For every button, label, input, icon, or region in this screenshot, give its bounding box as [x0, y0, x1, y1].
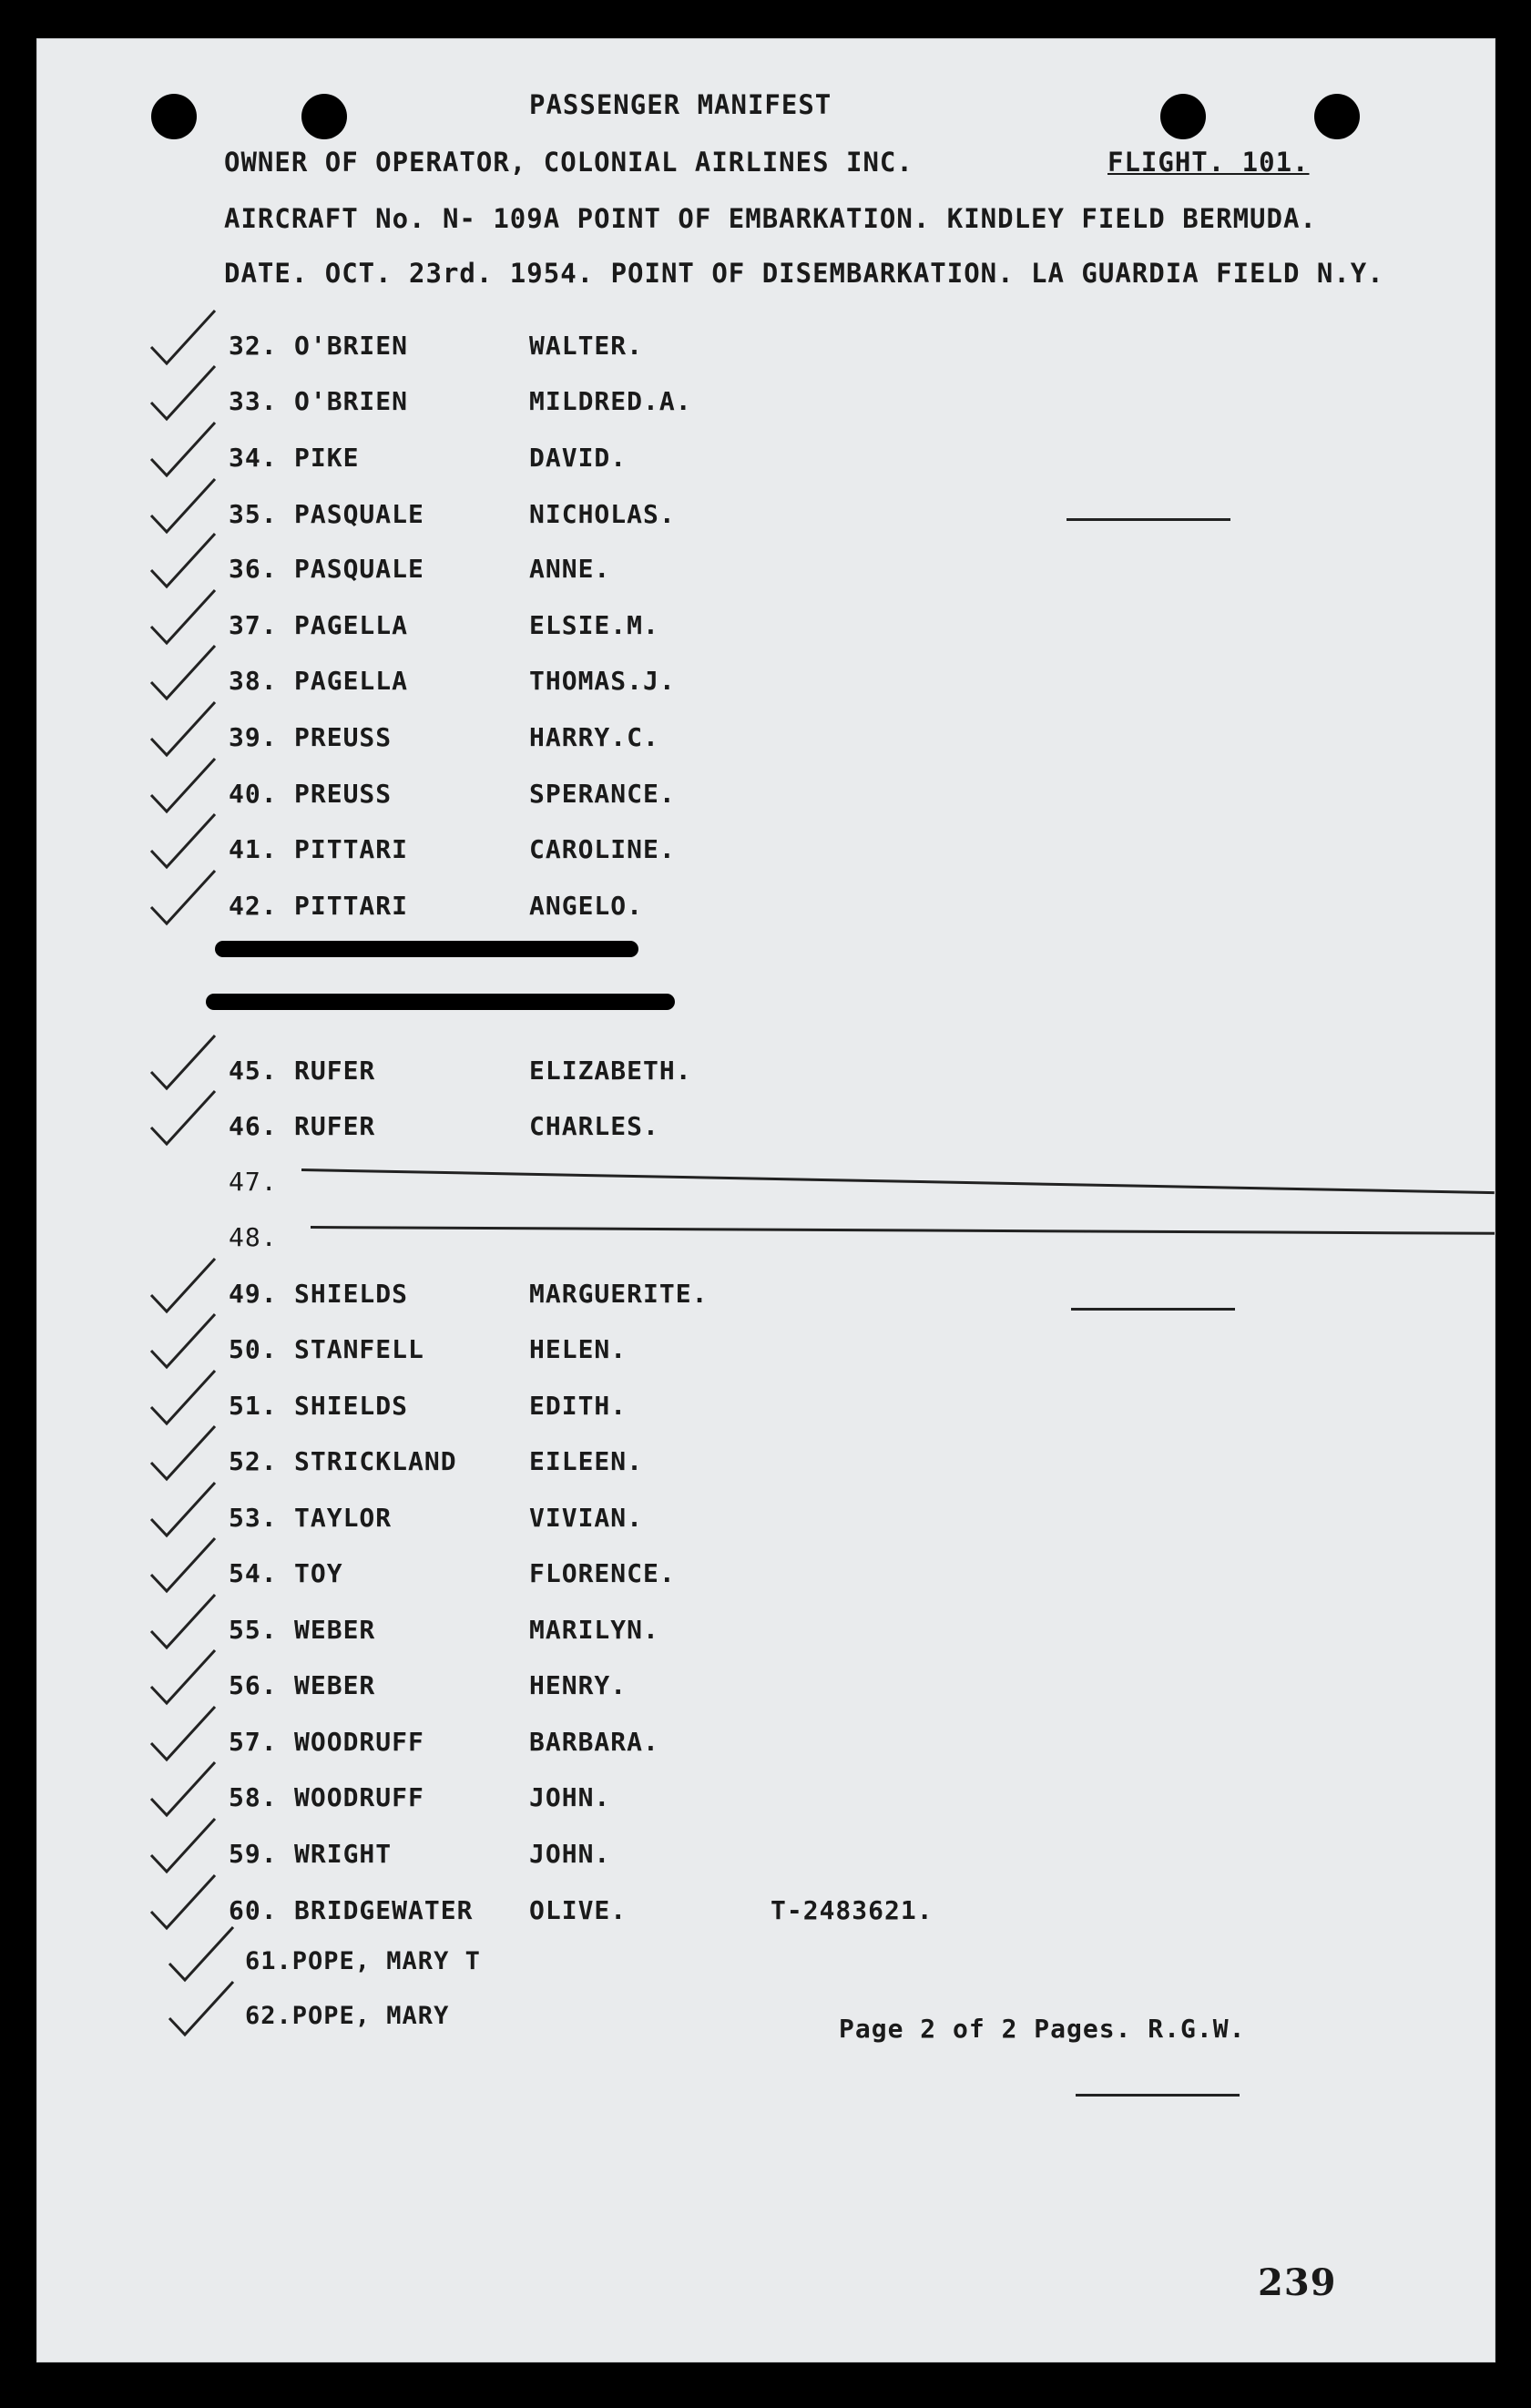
passenger-number: 40. [229, 779, 278, 809]
passenger-row [37, 891, 1495, 944]
passenger-number: 47. [229, 1167, 278, 1197]
passenger-last-name: PAGELLA [294, 666, 409, 696]
passenger-number: 59. [229, 1839, 278, 1869]
passenger-row [37, 1895, 1495, 1948]
check-mark-icon [147, 1811, 219, 1875]
passenger-last-name: PREUSS [294, 722, 393, 752]
passenger-last-name: RUFER [294, 1111, 376, 1141]
passenger-last-name: SHIELDS [294, 1391, 409, 1421]
passenger-number: 55. [229, 1615, 278, 1645]
passenger-last-name: WEBER [294, 1615, 376, 1645]
passenger-last-name: O'BRIEN [294, 331, 409, 361]
passenger-first-name: JOHN. [529, 1839, 611, 1869]
passenger-first-name: CHARLES. [529, 1111, 659, 1141]
passenger-number: 38. [229, 666, 278, 696]
dash-mark [1071, 1308, 1235, 1311]
check-mark-icon [147, 1755, 219, 1819]
passenger-first-name: FLORENCE. [529, 1558, 676, 1588]
passenger-number: 33. [229, 386, 278, 416]
passenger-last-name: O'BRIEN [294, 386, 409, 416]
check-mark-icon [147, 1587, 219, 1651]
passenger-first-name: VIVIAN. [529, 1503, 644, 1533]
passenger-row [37, 1056, 1495, 1108]
check-mark-icon [147, 1363, 219, 1427]
owner-line: OWNER OF OPERATOR, COLONIAL AIRLINES INC. [224, 147, 913, 178]
passenger-first-name: MARILYN. [529, 1615, 659, 1645]
passenger-number: 53. [229, 1503, 278, 1533]
passenger-number: 36. [229, 554, 278, 584]
check-mark-icon [147, 303, 219, 367]
passenger-row [37, 1558, 1495, 1611]
punch-hole [1160, 94, 1206, 139]
passenger-last-name: WOODRUFF [294, 1782, 424, 1812]
passenger-last-name: BRIDGEWATER [294, 1895, 474, 1925]
check-mark-icon [147, 1475, 219, 1539]
passenger-row [37, 1391, 1495, 1444]
punch-hole [301, 94, 347, 139]
passenger-row [37, 1839, 1495, 1892]
passenger-row [37, 1334, 1495, 1387]
handwritten-entry: 61.POPE, MARY T [245, 1947, 481, 1975]
passenger-last-name: PAGELLA [294, 610, 409, 640]
manifest-title: PASSENGER MANIFEST [529, 89, 832, 120]
manifest-sheet [36, 38, 1495, 2362]
passenger-row [37, 1111, 1495, 1164]
passenger-first-name: SPERANCE. [529, 779, 676, 809]
passenger-row [37, 554, 1495, 607]
redaction-bar [206, 994, 675, 1010]
passenger-last-name: STANFELL [294, 1334, 424, 1364]
check-mark-icon [147, 1531, 219, 1595]
passenger-last-name: SHIELDS [294, 1279, 409, 1309]
passenger-first-name: BARBARA. [529, 1727, 659, 1757]
passenger-first-name: OLIVE. [529, 1895, 628, 1925]
passenger-first-name: MILDRED.A. [529, 386, 692, 416]
page-footer: Page 2 of 2 Pages. R.G.W. [839, 2014, 1246, 2044]
check-mark-icon [147, 526, 219, 590]
passenger-row [37, 499, 1495, 552]
passenger-row [37, 834, 1495, 887]
passenger-number: 48. [229, 1222, 278, 1252]
check-mark-icon [147, 863, 219, 927]
passenger-row [37, 443, 1495, 495]
passenger-last-name: TOY [294, 1558, 343, 1588]
passenger-row [37, 1670, 1495, 1723]
passenger-last-name: PITTARI [294, 834, 409, 864]
check-mark-icon [147, 1307, 219, 1371]
passenger-first-name: MARGUERITE. [529, 1279, 709, 1309]
check-mark-icon [147, 638, 219, 702]
ticket-number: T-2483621. [771, 1895, 934, 1925]
handwritten-entry: 62.POPE, MARY [245, 2002, 450, 2030]
passenger-number: 49. [229, 1279, 278, 1309]
passenger-last-name: PIKE [294, 443, 360, 473]
passenger-first-name: HENRY. [529, 1670, 628, 1700]
passenger-last-name: WEBER [294, 1670, 376, 1700]
check-mark-icon [147, 1251, 219, 1315]
check-mark-icon [147, 359, 219, 423]
passenger-number: 58. [229, 1782, 278, 1812]
passenger-first-name: EILEEN. [529, 1446, 644, 1476]
passenger-last-name: WOODRUFF [294, 1727, 424, 1757]
check-mark-icon [147, 415, 219, 479]
passenger-row [37, 1279, 1495, 1332]
passenger-number: 32. [229, 331, 278, 361]
passenger-number: 46. [229, 1111, 278, 1141]
passenger-number: 41. [229, 834, 278, 864]
check-mark-icon [147, 695, 219, 759]
passenger-row [37, 666, 1495, 719]
passenger-row [37, 1782, 1495, 1835]
passenger-first-name: ANNE. [529, 554, 611, 584]
passenger-first-name: THOMAS.J. [529, 666, 676, 696]
flight-number: FLIGHT. 101. [1107, 147, 1310, 178]
passenger-row [37, 1167, 1495, 1219]
passenger-last-name: WRIGHT [294, 1839, 393, 1869]
passenger-first-name: HELEN. [529, 1334, 628, 1364]
check-mark-icon [147, 1643, 219, 1707]
check-mark-icon [147, 751, 219, 815]
passenger-number: 54. [229, 1558, 278, 1588]
check-mark-icon [147, 807, 219, 871]
passenger-number: 34. [229, 443, 278, 473]
passenger-first-name: CAROLINE. [529, 834, 676, 864]
passenger-first-name: ANGELO. [529, 891, 644, 921]
passenger-number: 57. [229, 1727, 278, 1757]
handwritten-row [37, 2002, 1495, 2055]
passenger-last-name: PASQUALE [294, 499, 424, 529]
redaction-bar [215, 941, 638, 957]
passenger-row [37, 610, 1495, 663]
punch-hole [151, 94, 197, 139]
passenger-number: 56. [229, 1670, 278, 1700]
passenger-row [37, 1615, 1495, 1668]
passenger-first-name: JOHN. [529, 1782, 611, 1812]
passenger-first-name: NICHOLAS. [529, 499, 676, 529]
passenger-last-name: TAYLOR [294, 1503, 393, 1533]
check-mark-icon [147, 1084, 219, 1148]
check-mark-icon [147, 583, 219, 647]
passenger-row [37, 1503, 1495, 1556]
passenger-first-name: ELSIE.M. [529, 610, 659, 640]
passenger-first-name: EDITH. [529, 1391, 628, 1421]
date-line: DATE. OCT. 23rd. 1954. POINT OF DISEMBARKATION. LA GUARDIA FIELD N.Y. [224, 258, 1384, 289]
passenger-first-name: HARRY.C. [529, 722, 659, 752]
passenger-first-name: DAVID. [529, 443, 628, 473]
passenger-number: 37. [229, 610, 278, 640]
passenger-row [37, 722, 1495, 775]
check-mark-icon [147, 1699, 219, 1763]
passenger-last-name: STRICKLAND [294, 1446, 457, 1476]
passenger-row [37, 386, 1495, 439]
page-number: 239 [1258, 2261, 1337, 2304]
check-mark-icon [147, 1028, 219, 1092]
passenger-number: 60. [229, 1895, 278, 1925]
handwritten-row [37, 1947, 1495, 2000]
passenger-number: 35. [229, 499, 278, 529]
passenger-number: 42. [229, 891, 278, 921]
passenger-number: 39. [229, 722, 278, 752]
passenger-last-name: PREUSS [294, 779, 393, 809]
passenger-last-name: PITTARI [294, 891, 409, 921]
passenger-first-name: WALTER. [529, 331, 644, 361]
dash-mark [1076, 2094, 1240, 2097]
passenger-row [37, 331, 1495, 383]
check-mark-icon [147, 1419, 219, 1483]
passenger-last-name: PASQUALE [294, 554, 424, 584]
passenger-row [37, 1446, 1495, 1499]
passenger-row [37, 779, 1495, 832]
passenger-number: 50. [229, 1334, 278, 1364]
check-mark-icon [165, 1974, 238, 2038]
passenger-number: 45. [229, 1056, 278, 1086]
passenger-first-name: ELIZABETH. [529, 1056, 692, 1086]
dash-mark [1067, 518, 1230, 521]
passenger-number: 52. [229, 1446, 278, 1476]
aircraft-line: AIRCRAFT No. N- 109A POINT OF EMBARKATION. KINDLEY FIELD BERMUDA. [224, 203, 1317, 234]
passenger-last-name: RUFER [294, 1056, 376, 1086]
punch-hole [1314, 94, 1360, 139]
passenger-number: 51. [229, 1391, 278, 1421]
passenger-row [37, 1727, 1495, 1780]
